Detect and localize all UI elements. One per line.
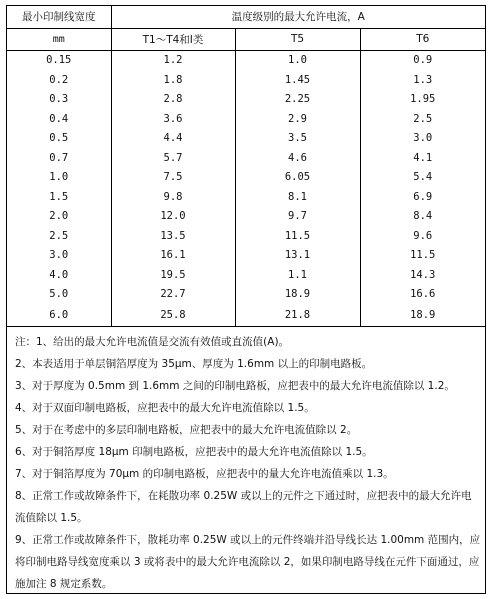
current-t6-cell: 0.9 (360, 50, 485, 70)
table-body (7, 50, 485, 327)
note-item: 4、对于双面印制电路板，应把表中的最大允许电流值除以 1.5。 (15, 402, 315, 414)
current-t1-t4-cell: 22.7 (111, 285, 235, 305)
note-item: 9、正常工作或故障条件下，散耗功率 0.25W 或以上的元件终端并沿导线长达 1.00mm 范围内，应将印制电路导线宽度乘以 3 或将表中的最大允许电流除以 2，如果印制电路导线在元件下面通过，应施加注 8 规定系数。 (15, 534, 481, 590)
current-t5-cell: 3.5 (235, 129, 360, 149)
current-t1-t4-cell: 9.8 (111, 187, 235, 207)
note-item: 2、本表适用于单层铜箔厚度为 35μm、厚度为 1.6mm 以上的印制电路板。 (15, 358, 373, 370)
current-table (7, 6, 485, 327)
current-t1-t4-cell: 13.5 (111, 226, 235, 246)
table-row (7, 70, 485, 90)
width-cell: 1.0 (7, 168, 111, 188)
table-row (7, 246, 485, 266)
current-t6-cell: 6.9 (360, 187, 485, 207)
current-group-header: 温度级别的最大允许电流，A (111, 6, 485, 28)
current-t5-cell: 2.9 (235, 109, 360, 129)
current-t1-t4-cell: 19.5 (111, 265, 235, 285)
table-row (7, 90, 485, 110)
current-t5-cell: 6.05 (235, 168, 360, 188)
note-item: 8、正常工作或故障条件下，在耗散功率 0.25W 或以上的元件之下通过时，应把表中的最大允许电流值除以 1.5。 (15, 490, 472, 524)
width-column-header: 最小印制线宽度 (7, 6, 111, 28)
current-t5-cell: 8.1 (235, 187, 360, 207)
current-t6-cell: 5.4 (360, 168, 485, 188)
current-t1-t4-cell: 5.7 (111, 148, 235, 168)
document-page (6, 5, 486, 594)
current-t5-cell: 1.1 (235, 265, 360, 285)
table-row (7, 50, 485, 70)
width-cell: 6.0 (7, 304, 111, 327)
current-t5-cell: 1.45 (235, 70, 360, 90)
table-row (7, 226, 485, 246)
current-t1-t4-cell: 25.8 (111, 304, 235, 327)
width-cell: 1.5 (7, 187, 111, 207)
current-t5-cell: 4.6 (235, 148, 360, 168)
table-row (7, 148, 485, 168)
current-t5-cell: 18.9 (235, 285, 360, 305)
width-cell: 2.5 (7, 226, 111, 246)
table-row (7, 168, 485, 188)
current-t1-t4-cell: 16.1 (111, 246, 235, 266)
current-t6-cell: 11.5 (360, 246, 485, 266)
width-cell: 0.15 (7, 50, 111, 70)
current-t6-cell: 8.4 (360, 207, 485, 227)
note-item: 7、对于铜箔厚度为 70μm 的印制电路板，应把表中的量大允许电流值乘以 1.3。 (15, 468, 394, 480)
current-t1-t4-cell: 12.0 (111, 207, 235, 227)
note-item: 5、对于在考虑中的多层印制电路板，应把表中的最大允许电流值除以 2。 (15, 424, 358, 436)
current-t6-cell: 16.6 (360, 285, 485, 305)
width-cell: 2.0 (7, 207, 111, 227)
current-t6-cell: 9.6 (360, 226, 485, 246)
current-t5-cell: 21.8 (235, 304, 360, 327)
current-t1-t4-cell: 1.8 (111, 70, 235, 90)
width-cell: 0.4 (7, 109, 111, 129)
note-item: 3、对于厚度为 0.5mm 到 1.6mm 之间的印制电路板，应把表中的最大允许电流值除以 1.2。 (15, 380, 455, 392)
current-t5-cell: 1.0 (235, 50, 360, 70)
current-t5-cell: 11.5 (235, 226, 360, 246)
table-row (7, 109, 485, 129)
width-cell: 0.3 (7, 90, 111, 110)
note-item: 注：1、给出的最大允许电流值是交流有效值或直流值(A)。 (15, 336, 290, 348)
width-unit-header: mm (7, 28, 111, 50)
table-row (7, 187, 485, 207)
current-t1-t4-cell: 2.8 (111, 90, 235, 110)
table-row (7, 207, 485, 227)
current-t5-cell: 9.7 (235, 207, 360, 227)
class-header-t6: T6 (360, 28, 485, 50)
current-t5-cell: 13.1 (235, 246, 360, 266)
current-t1-t4-cell: 4.4 (111, 129, 235, 149)
width-cell: 4.0 (7, 265, 111, 285)
class-header-t1-t4: T1～T4和I类 (111, 28, 235, 50)
width-cell: 0.2 (7, 70, 111, 90)
width-cell: 0.5 (7, 129, 111, 149)
current-t6-cell: 14.3 (360, 265, 485, 285)
current-t1-t4-cell: 7.5 (111, 168, 235, 188)
table-row (7, 304, 485, 327)
width-cell: 3.0 (7, 246, 111, 266)
current-t6-cell: 2.5 (360, 109, 485, 129)
table-row (7, 285, 485, 305)
current-t6-cell: 4.1 (360, 148, 485, 168)
current-t1-t4-cell: 1.2 (111, 50, 235, 70)
note-item: 6、对于铜箔厚度 18μm 印制电路板，应把表中的最大允许电流值除以 1.5。 (15, 446, 373, 458)
current-t1-t4-cell: 3.6 (111, 109, 235, 129)
current-t6-cell: 3.0 (360, 129, 485, 149)
table-row (7, 265, 485, 285)
current-t5-cell: 2.25 (235, 90, 360, 110)
current-t6-cell: 18.9 (360, 304, 485, 327)
current-t6-cell: 1.3 (360, 70, 485, 90)
current-t6-cell: 1.95 (360, 90, 485, 110)
notes-section (7, 327, 485, 595)
width-cell: 5.0 (7, 285, 111, 305)
class-header-t5: T5 (235, 28, 360, 50)
width-cell: 0.7 (7, 148, 111, 168)
table-row (7, 129, 485, 149)
